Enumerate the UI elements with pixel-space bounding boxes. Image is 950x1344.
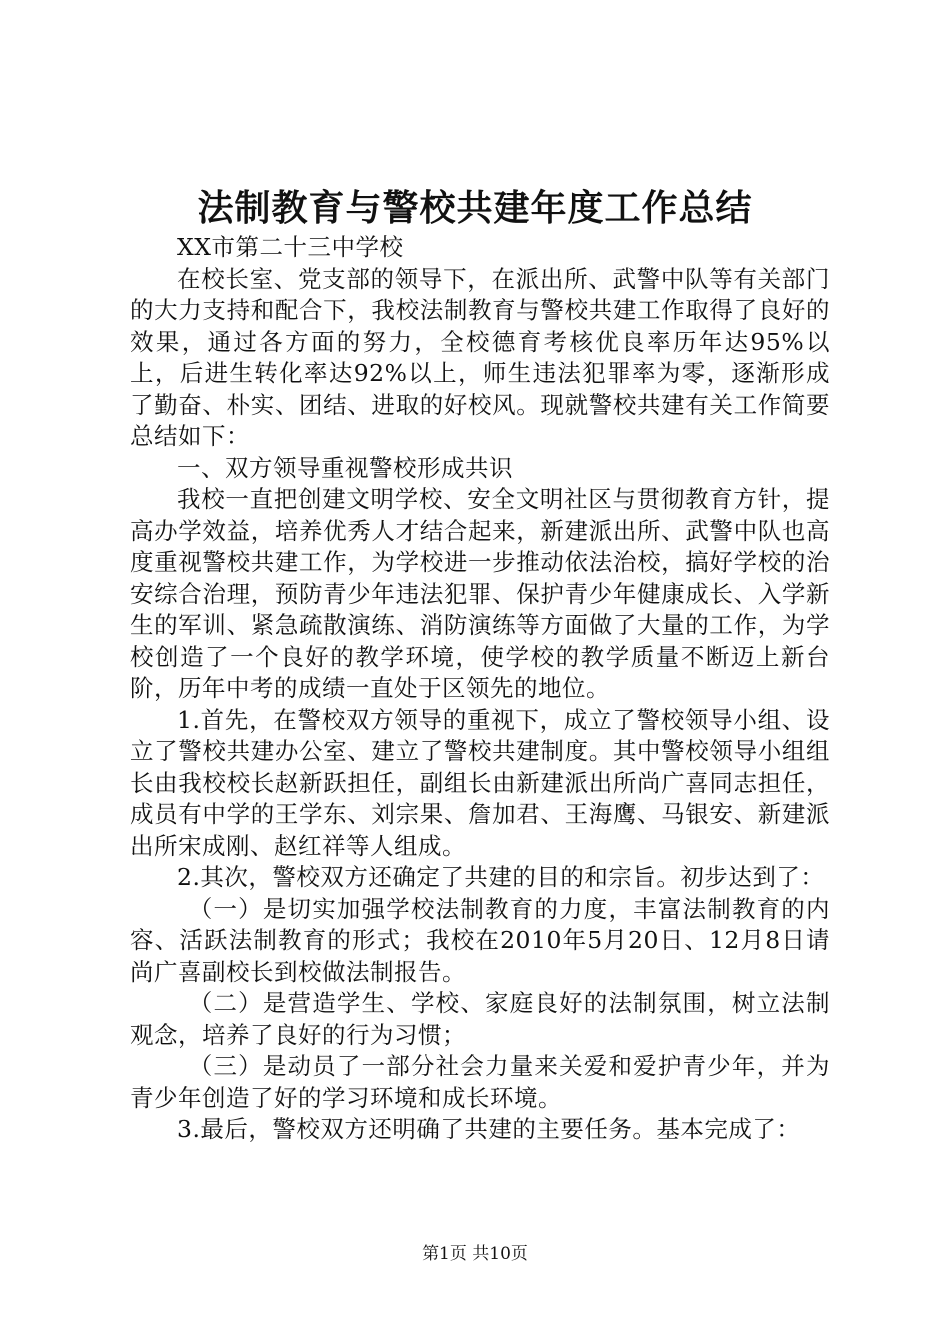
section-paragraph: 我校一直把创建文明学校、安全文明社区与贯彻教育方针，提高办学效益，培养优秀人才结合起来，新建派出所、武警中队也高度重视警校共建工作，为学校进一步推动依法治校，搞好学校的治安综合治理，预防青少年违法犯罪、保护青少年健康成长、入学新生的军训、紧急疏散演练、消防演练等方面做了大量的工作，为学校创造了一个良好的教学环境，使学校的教学质量不断迈上新台阶，历年中考的成绩一直处于区领先的地位。 — [130, 485, 830, 702]
numbered-item-3: 3.最后，警校双方还明确了共建的主要任务。基本完成了： — [177, 1115, 801, 1143]
page-footer: 第1页 共10页 — [422, 1244, 528, 1264]
document-body — [130, 232, 830, 1146]
sub-item-3: （三）是动员了一部分社会力量来关爱和爱护青少年，并为青少年创造了好的学习环境和成长环境。 — [130, 1052, 830, 1112]
section-heading-1: 一、双方领导重视警校形成共识 — [177, 453, 513, 482]
numbered-item-1: 1.首先，在警校双方领导的重视下，成立了警校领导小组、设立了警校共建办公室、建立了警校共建制度。其中警校领导小组组长由我校校长赵新跃担任，副组长由新建派出所尚广喜同志担任，成员有中学的王学东、刘宗果、詹加君、王海鹰、马银安、新建派出所宋成刚、赵红祥等人组成。 — [130, 705, 830, 860]
intro-paragraph: 在校长室、党支部的领导下，在派出所、武警中队等有关部门的大力支持和配合下，我校法制教育与警校共建工作取得了良好的效果，通过各方面的努力，全校德育考核优良率历年达95%以上，后进生转化率达92%以上，师生违法犯罪率为零，逐渐形成了勤奋、朴实、团结、进取的好校风。现就警校共建有关工作简要总结如下： — [130, 264, 830, 450]
document-title: 法制教育与警校共建年度工作总结 — [197, 187, 753, 229]
sub-item-1: （一）是切实加强学校法制教育的力度，丰富法制教育的内容、活跃法制教育的形式；我校在2010年5月20日、12月8日请尚广喜副校长到校做法制报告。 — [130, 894, 830, 986]
numbered-item-2: 2.其次，警校双方还确定了共建的目的和宗旨。初步达到了： — [177, 863, 825, 891]
school-name: XX市第二十三中学校 — [177, 233, 404, 261]
sub-item-2: （二）是营造学生、学校、家庭良好的法制氛围，树立法制观念，培养了良好的行为习惯； — [130, 989, 830, 1049]
